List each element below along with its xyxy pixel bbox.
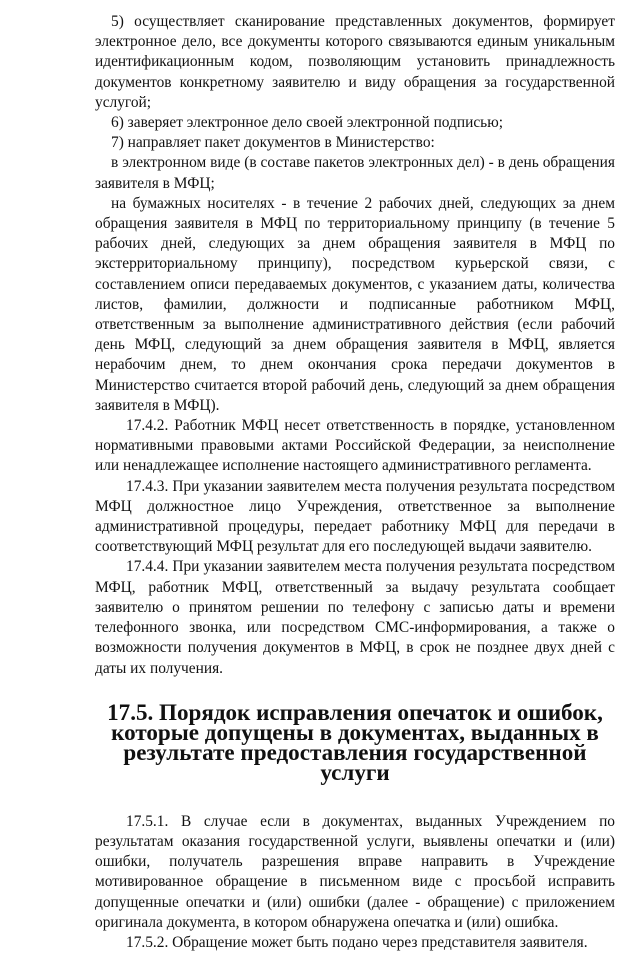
electronic-form-paragraph: в электронном виде (в составе пакетов электронных дел) - в день обращения заявителя в МФЦ; xyxy=(95,154,615,192)
section-17-4-3: 17.4.3. При указании заявителем места получения результата посредством МФЦ должностное лицо Учреждения, ответственное за выполнение административной процедуры, передает работнику МФЦ для передачи в соответствующий МФЦ результат для его последующей выдачи заявителю. xyxy=(95,477,615,556)
section-17-4-4: 17.4.4. При указании заявителем места получения результата посредством МФЦ, работник МФЦ, ответственный за выдачу результата сообщает заявителю о принятом решении по телефону с записью даты и времени телефонного звонка, или посредством СМС-информирования, а также о возможности получения документов в МФЦ, в срок не позднее двух дней с даты их получения. xyxy=(95,558,615,677)
document-page xyxy=(95,12,615,953)
paper-form-paragraph: на бумажных носителях - в течение 2 рабочих дней, следующих за днем обращения заявителя в МФЦ по территориальному принципу (в течение 5 рабочих дней, следующих за днем обращения заявителя в МФЦ по экстерриториальному принципу), посредством курьерской связи, с составлением описи передаваемых документов, с указанием даты, количества листов, фамилии, должности и подписанные работником МФЦ, ответственным за выполнение административного действия (если рабочий день МФЦ, следующий за днем обращения заявителя в МФЦ, является нерабочим днем, то днем окончания срока передачи документов в Министерство считается второй рабочий день, следующий за днем обращения заявителя в МФЦ). xyxy=(95,194,615,414)
section-17-5-1: 17.5.1. В случае если в документах, выданных Учреждением по результатам оказания государственной услуги, выявлены опечатки и (или) ошибки, получатель разрешения вправе направить в Учреждение мотивированное обращение в письменном виде с просьбой исправить допущенные опечатки и (или) ошибки (далее - обращение) с приложением оригинала документа, в котором обнаружена опечатка и (или) ошибка. xyxy=(95,812,615,931)
list-item-7: 7) направляет пакет документов в Министерство: xyxy=(111,134,435,152)
section-heading-17-5: 17.5. Порядок исправления опечаток и ошибок, которые допущены в документах, выданных в результате предоставления государственной услуги xyxy=(107,698,603,785)
section-17-5-2: 17.5.2. Обращение может быть подано через представителя заявителя. xyxy=(126,933,588,951)
list-item-5: 5) осуществляет сканирование представленных документов, формирует электронное дело, все документы которого связываются единым уникальным идентификационным кодом, позволяющим установить принадлежность документов конкретному заявителю и виду обращения за государственной услугой; xyxy=(95,13,615,111)
list-item-6: 6) заверяет электронное дело своей электронной подписью; xyxy=(111,114,503,132)
section-17-4-2: 17.4.2. Работник МФЦ несет ответственность в порядке, установленном нормативными правовыми актами Российской Федерации, за неисполнение или ненадлежащее исполнение настоящего административного регламента. xyxy=(95,417,615,475)
